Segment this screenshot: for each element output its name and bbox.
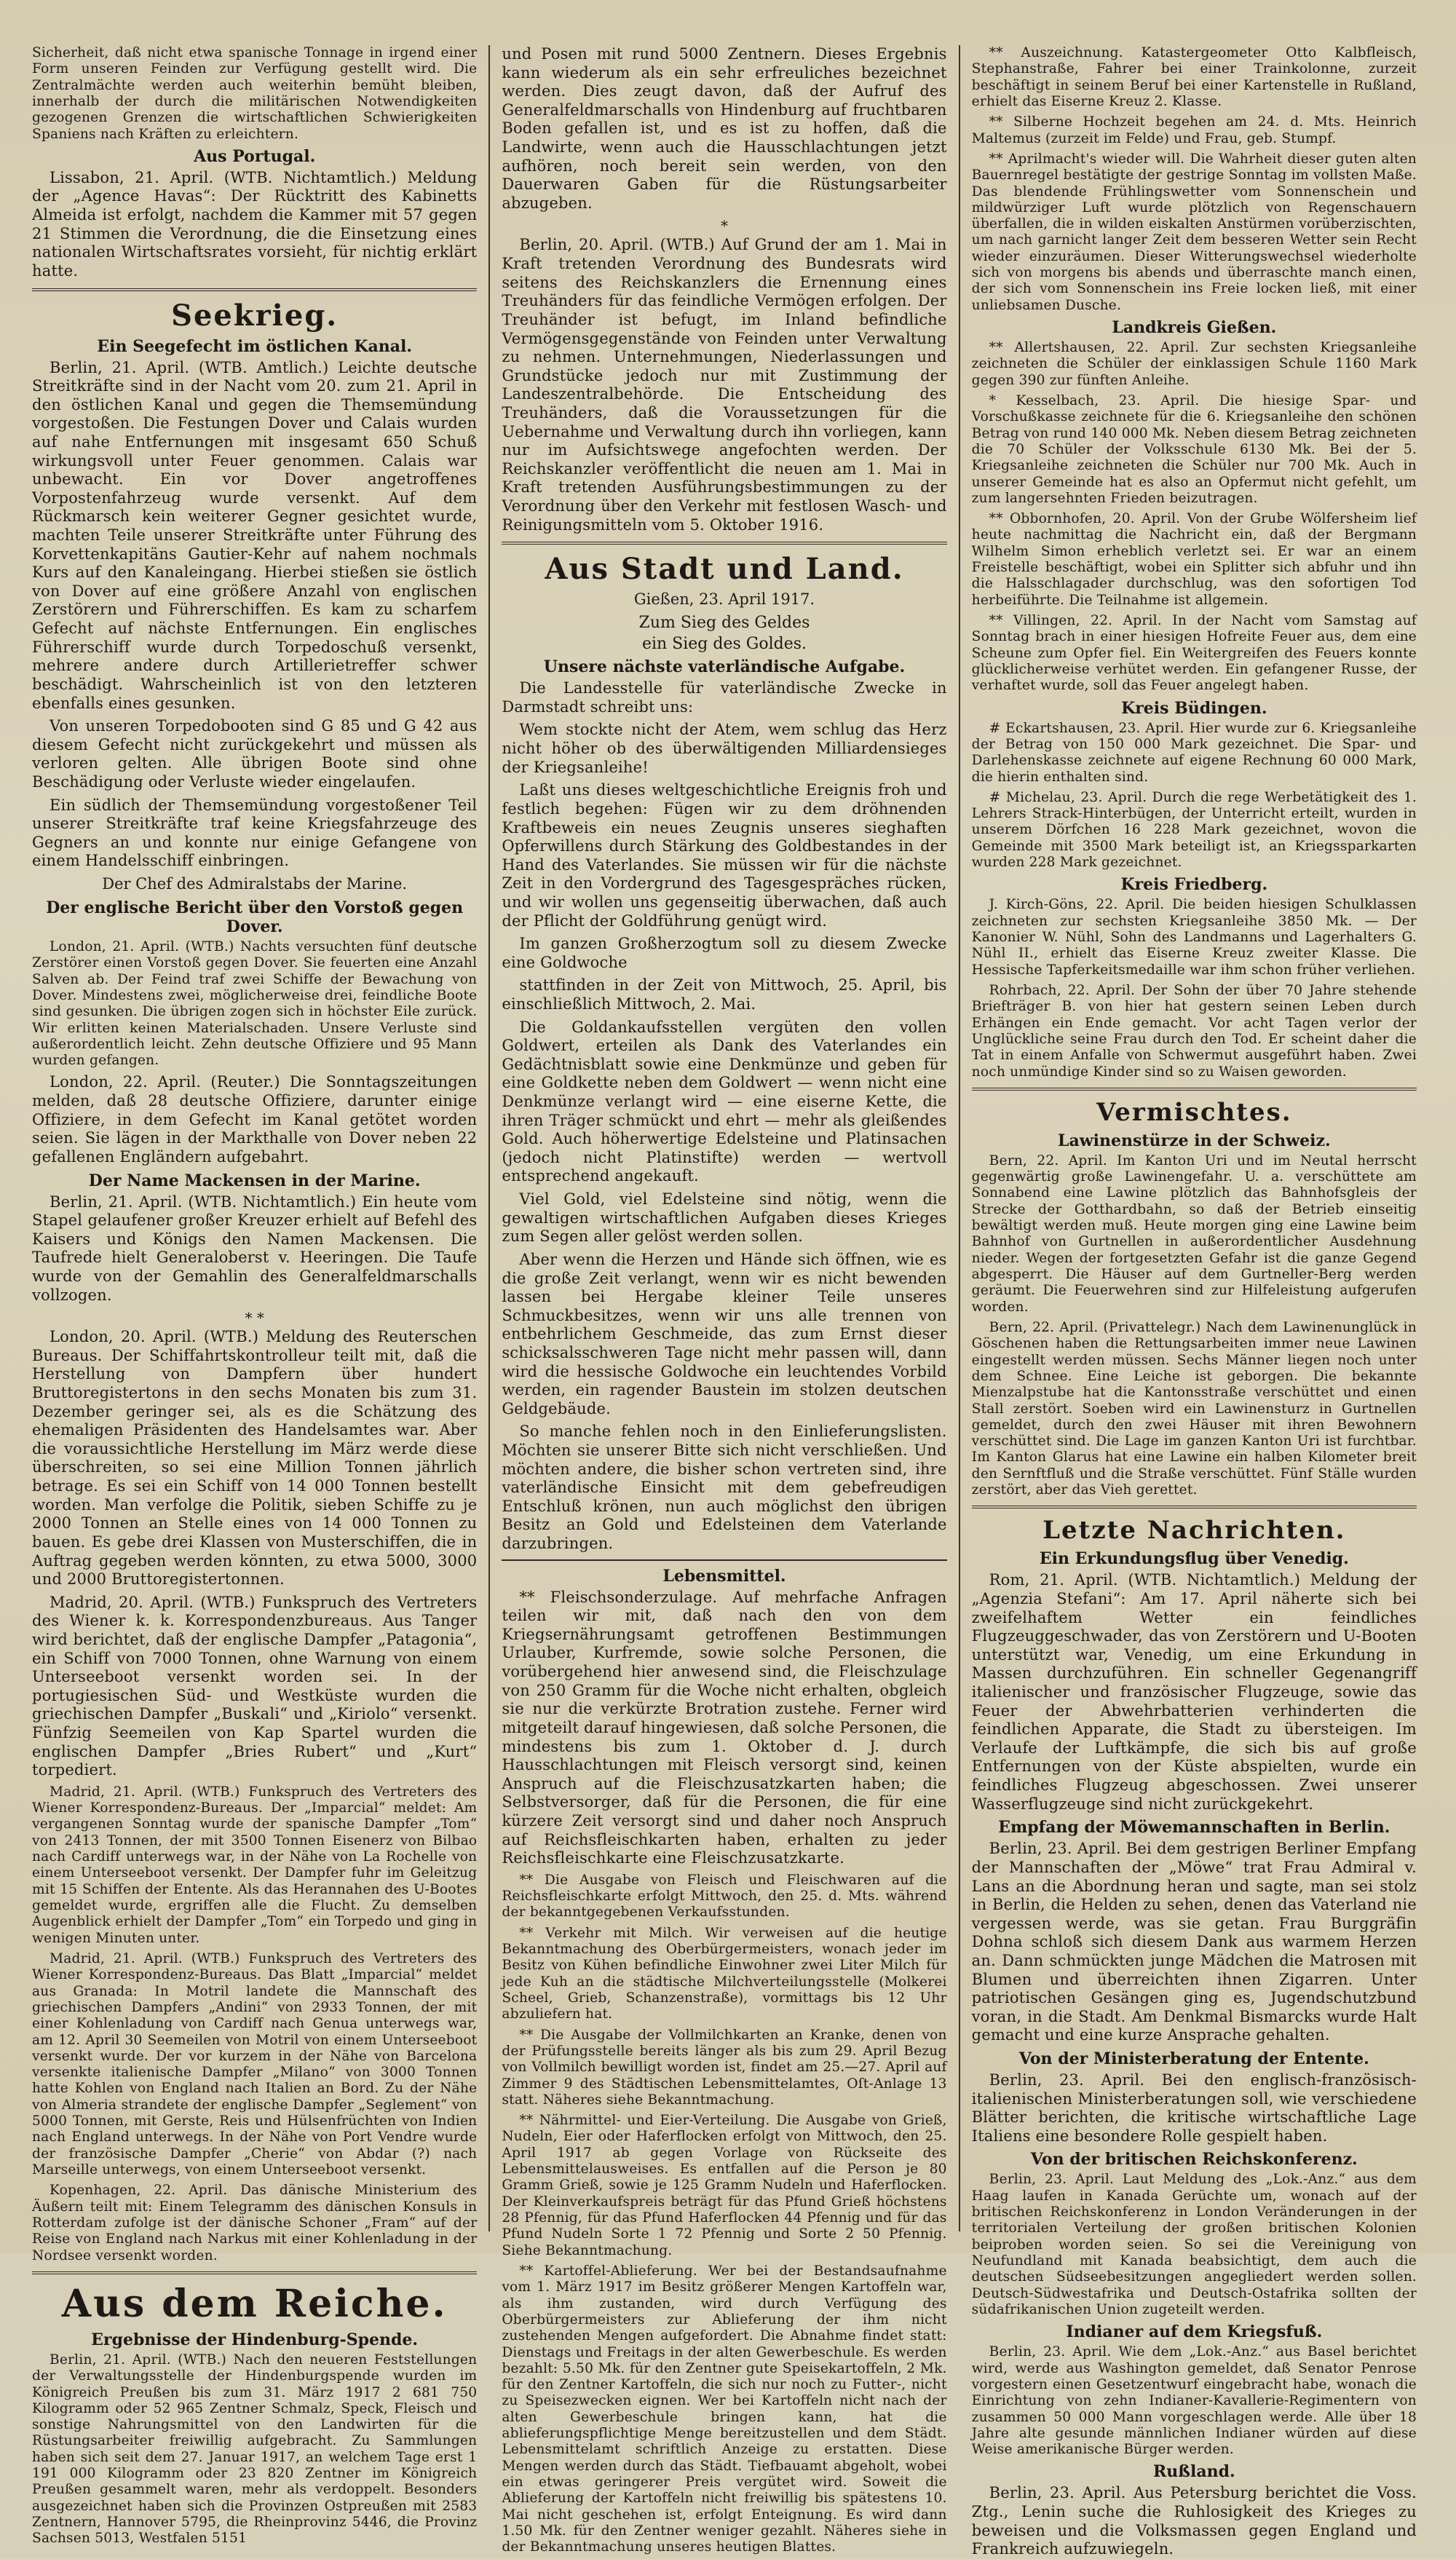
divider — [32, 288, 477, 291]
heading-letzte-nachrichten: Letzte Nachrichten. — [1042, 1516, 1346, 1546]
column-2 — [488, 45, 958, 2555]
heading-venedig: Ein Erkundungsflug über Venedig. — [1039, 1549, 1349, 1569]
column-1 — [20, 45, 488, 2547]
article-kanal-1: Berlin, 21. April. (WTB. Amtlich.) Leichte deutsche Streitkräfte sind in der Nacht vom 20. zum 21. April in den östlichen Kanal und gegen die Themsemündung vorgestoßen. Die Festungen Dover und Calais wurden auf nahe Entfernungen mit insgesamt 650 Schuß wirkungsvoll unter Feuer genommen. Calais war unbewacht. Ein vor Dover angetroffenes Vorpostenfahrzeug wurde versenkt. Auf dem Rückmarsch kein weiterer Gegner gesichtet wurde, machten Teile unserer Streitkräfte unter Führung des Korvettenkapitäns Gautier-Kehr auf nahem nochmals Kurs auf den Kanaleingang. Hierbei stießen sie östlich von Dover auf eine größere Anzahl von englischen Zerstörern und Führerschiffen. Es kam zu scharfem Gefecht auf nächste Entfernungen. Ein englisches Führerschiff wurde durch Torpedoschuß versenkt, mehrere andere durch Artillerietreffer schwer beschädigt. Wahrscheinlich ist von den letzteren ebenfalls eines gesunken. — [32, 358, 478, 712]
heading-stadt-land: Aus Stadt und Land. — [545, 552, 904, 587]
dateline: Gießen, 23. April 1917. — [633, 590, 815, 609]
article-russland: Berlin, 23. April. Aus Petersburg berichtet die Voss. Ztg., Lenin suche die Ruhlosigkeit des Krieges zu beweisen und die Volksmassen gegen England und Frankreich aufzuwiegeln. — [971, 2484, 1417, 2558]
heading-ministerberatung: Von der Ministerberatung der Entente. — [1018, 2049, 1369, 2068]
separator-star: * * — [245, 1309, 264, 1327]
article-eckartshausen: # Eckartshausen, 23. April. Hier wurde zur 6. Kriegsanleihe der Betrag von 150 000 Mark gezeichnet. Die Spar- und Darlehenskasse zeichnete auf eigene Rechnung 60 000 Mark, die hierin enthalten sind. — [971, 720, 1417, 785]
article-hochzeit: ** Silberne Hochzeit begehen am 24. d. Mts. Heinrich Maltemus (zurzeit im Felde) und Frau, geb. Stumpf. — [971, 114, 1417, 146]
article-kopenhagen: Kopenhagen, 22. April. Das dänische Ministerium des Äußern teilt mit: Einem Telegramm des dänischen Konsuls in Rotterdam zufolge ist der dänische Schoner „Fram“ auf der Reise von England nach Narkus mit einer Kohlenladung in der Nordsee versenkt worden. — [32, 2183, 478, 2263]
article-gold-9: So manche fehlen noch in den Einlieferungslisten. Möchten sie unserer Bitte sich nicht verschließen. Und möchten andere, die bisher schon vertreten sind, ihre vaterländische Einsicht mit dem gebefreudigen Entschluß krönen, nun auch möglichst den übrigen Besitz an Gold und Edelsteinen dem Vaterlande darzubringen. — [502, 1423, 947, 1553]
article-villingen: ** Villingen, 22. April. In der Nacht vom Samstag auf Sonntag brach in einer hiesigen Hofreite Feuer aus, dem eine Scheune zum Opfer fiel. Ein Weitergreifen des Feuers konnte glücklicherweise verhütet werden. Ein gefangener Russe, der verhaftet wurde, soll das Feuer angelegt haben. — [971, 613, 1417, 694]
article-moewe: Berlin, 23. April. Bei dem gestrigen Berliner Empfang der Mannschaften der „Möwe“ trat Frau Admiral v. Lans an die Abordnung heran und sagte, man sei stolz in Berlin, die Helden zu sehen, denen das Vaterland nie vergessen werde, was sie getan. Frau Burggräfin Dohna schloß sich diesem Dank aus warmem Herzen an. Dann schmückten junge Mädchen die Matrosen mit Blumen und überreichten ihnen Zigarren. Unter patriotischen Gesängen ging es, Jugendschutzbund voran, in die Stadt. Am Denkmal Bismarcks wurde Halt gemacht und eine kurze Ansprache gehalten. — [971, 1840, 1417, 2044]
heading-lawinen: Lawinenstürze in der Schweiz. — [1057, 1131, 1331, 1150]
heading-indianer: Indianer auf dem Kriegsfuß. — [1066, 2322, 1323, 2342]
separator-star: * — [720, 217, 728, 235]
article-milch: ** Verkehr mit Milch. Wir verweisen auf die heutige Bekanntmachung des Oberbürgermeisters, wonach jeder im Besitz von Kühen befindliche Einwohner zwei Liter Milch für jede Kuh an die städtische Milchverteilungsstelle (Molkerei Scheel, Grieb, Schanzenstraße), vormittags bis 12 Uhr abzuliefern hat. — [502, 1925, 947, 2022]
heading-landkreis-giessen: Landkreis Gießen. — [1112, 318, 1277, 337]
article-auszeichnung: ** Auszeichnung. Katastergeometer Otto Kalbfleisch, Stephanstraße, Fahrer bei einer Trainkolonne, zurzeit beschäftigt in seinem Beruf bei einer Kartenstelle in Rußland, erhielt das Eiserne Kreuz 2. Klasse. — [971, 45, 1417, 109]
divider — [972, 1088, 1417, 1091]
article-vollmilch: ** Die Ausgabe der Vollmilchkarten an Kranke, denen von der Prüfungsstelle bereits länger als bis zum 29. April Bezug von Vollmilch bewilligt worden ist, findet am 25.—27. April auf Zimmer 9 des Städtischen Lebensmittelamtes, Oſt-Anlage 13 statt. Näheres siehe Bekanntmachung. — [502, 2027, 947, 2108]
article-kirch-goens: J. Kirch-Göns, 22. April. Die beiden hiesigen Schulklassen zeichneten zur sechsten Kriegsanleihe 3850 Mk. — Der Kanonier W. Nühl, Sohn des Landmanns und Lagerhalters G. Nühl II., erhielt das Eiserne Kreuz zweiter Klasse. Die Hessische Tapferkeitsmedaille war ihm schon früher verliehen. — [971, 897, 1417, 978]
heading-vermischtes: Vermischtes. — [1096, 1097, 1292, 1127]
article-portugal: Lissabon, 21. April. (WTB. Nichtamtlich.) Meldung der „Agence Havas“: Der Rücktritt des Kabinetts Almeida ist erfolgt, nachdem die Kammer mit 57 gegen 21 Stimmen die Verordnung, die die Einsetzung eines nationalen Wirtschaftsrates vorsieht, für nichtig erklärt hatte. — [32, 168, 478, 280]
article-mackensen: Berlin, 21. April. (WTB. Nichtamtlich.) Ein heute vom Stapel gelaufener großer Kreuzer erhielt auf Befehl des Kaisers und Königs den Namen Mackensen. Die Taufrede hielt Generaloberst v. Heeringen. Die Taufe wurde von der Gemahlin des Generalfeldmarschalls vollzogen. — [32, 1193, 478, 1304]
article-allertshausen: ** Allertshausen, 22. April. Zur sechsten Kriegsanleihe zeichneten die Schüler der einklassigen Schule 1160 Mark gegen 390 zur fünften Anleihe. — [971, 340, 1417, 388]
article-ministerberatung: Berlin, 23. April. Bei den englisch-französisch-italienischen Ministerberatungen soll, wie verschiedene Blätter berichten, die kritische wirtschaftliche Lage Italiens eine besondere Rolle gespielt haben. — [971, 2071, 1417, 2145]
article-obbornhofen: ** Obbornhofen, 20. April. Von der Grube Wölfersheim lief heute nachmittag die Nachricht ein, daß der Bergmann Wilhelm Simon erheblich verletzt sei. Er war an einem Freistelle beschäftigt, wobei ein Splitter sich abfuhr und ihn die Halsschlagader durchschlug, was den sofortigen Tod herbeiführte. Die Teilnahme ist allgemein. — [971, 511, 1417, 608]
article-hindenburg: Berlin, 21. April. (WTB.) Nach den neueren Feststellungen der Verwaltungsstelle der Hindenburgspende wurden im Königreich Preußen bis zum 31. März 1917 2 681 750 Kilogramm oder 52 965 Zentner Schmalz, Speck, Fleisch und sonstige Nahrungsmittel von den Landwirten für die Rüstungsarbeiter freiwillig aufgebracht. Zu Sammlungen haben sich seit dem 27. Januar 1917, an welchem Tage erst 1 191 000 Kilogramm oder 23 820 Zentner im Königreich Preußen gesammelt waren, mehr als verdoppelt. Besonders ausgezeichnet haben sich die Provinzen Ostpreußen mit 2583 Zentnern, Hannover 5795, die Rheinprovinz 5446, die Provinz Sachsen 5013, Westfalen 5151 — [32, 2352, 478, 2547]
article-madrid-1: Madrid, 20. April. (WTB.) Funkspruch des Vertreters des Wiener k. k. Korrespondenzbureaus. Aus Tanger wird berichtet, daß der englische Dampfer „Patagonia“, ein Schiff von 7000 Tonnen, ohne Warnung von einem Unterseeboot versenkt worden sei. In der portugiesischen Süd- und Westküste wurden die griechischen Dampfer „Buskali“ und „Kiriolo“ versenkt. Fünfzig Seemeilen von Kap Spartel wurden die englischen Dampfer „Bries Rubert“ und „Kurt“ torpediert. — [32, 1593, 478, 1779]
divider — [502, 542, 946, 545]
article-madrid-3: Madrid, 21. April. (WTB.) Funkspruch des Vertreters des Wiener Korrespondenz-Bureaus. Das Blatt „Imparcial“ meldet aus Granada: In Motril landete die Mannschaft des griechischen Dampfers „Andini“ von 2933 Tonnen, der mit einer Kohlenladung von Cardiff nach Genua unterwegs war, am 12. April 30 Seemeilen von Motril von einem Unterseeboot versenkt wurde. Der vor kurzem in der Nähe von Barcelona versenkte italienische Dampfer „Milano“ von 3000 Tonnen hatte Kohlen von England nach Italien an Bord. Zu der Nähe von Almeria strandete der englische Dampfer „Seglement“ von 5000 Tonnen, mit Gerste, Reis und Hülsenfrüchten von Indien nach England unterwegs. In der Nähe von Port Vendre wurde der französische Dampfer „Cherie“ von Abdar (?) nach Marseille unterwegs, von einem Unterseeboot versenkt. — [32, 1950, 478, 2178]
article-gold-2: Wem stockte nicht der Atem, wem schlug das Herz nicht höher ob des überwältigenden Milliardensieges der Kriegsanleihe! — [502, 721, 947, 776]
heading-kanal: Ein Seegefecht im östlichen Kanal. — [97, 336, 412, 356]
heading-reiche: Aus dem Reiche. — [61, 2281, 448, 2326]
article-fleisch: ** Fleischsonderzulage. Auf mehrfache Anfragen teilen wir mit, daß nach den von dem Kriegsernährungsamt getroffenen Bestimmungen Urlauber, Kurfremde, sowie solche Personen, die vorübergehend hier anwesend sind, die Fleischzulage von 250 Gramm für die Woche nicht erhalten, obgleich sie nur die verkürzte Brotration zustehe. Ferner wird mitgeteilt darauf hingewiesen, daß solche Personen, die mindestens bis zum 1. Oktober d. J. durch Hausschlachtungen mit Fleisch versorgt sind, keinen Anspruch auf die Fleischzusatzkarten haben; die Selbstversorger, daß für die Personen, die für eine kürzere Zeit versorgt sind und daher noch Anspruch auf Reichsfleischkarten haben, erhalten zu jeder Reichsfleischkarte eine Fleischzusatzkarte. — [502, 1588, 947, 1867]
article-engl-2: London, 22. April. (Reuter.) Die Sonntagszeitungen melden, daß 28 deutsche Offiziere, darunter einige Offiziere, in dem Gefecht im Kanal getötet worden seien. Sie lägen in der Markthalle von Dover neben 22 gefallenen Engländern aufgebahrt. — [32, 1073, 478, 1166]
column-3 — [959, 45, 1428, 2558]
article-naehrmittel: ** Nährmittel- und Eier-Verteilung. Die Ausgabe von Grieß, Nudeln, Eier oder Haferflocken erfolgt von Mittwoch, den 25. April 1917 ab gegen Vorlage von Rückseite des Lebensmittelausweises. Es entfallen auf die Person je 80 Gramm Grieß, sowie je 125 Gramm Nudeln und Haferflocken. Der Kleinverkaufspreis beträgt für das Pfund Grieß höchstens 28 Pfennig, für das Pfund Haferflocken 44 Pfennig und für das Pfund Nudeln Sorte 1 72 Pfennig und Sorte 2 50 Pfennig. Siehe Bekanntmachung. — [502, 2113, 947, 2258]
heading-engl-bericht: Der englische Bericht über den Vorstoß gegen Dover. — [46, 898, 464, 936]
divider — [972, 1506, 1417, 1508]
heading-mackensen: Der Name Mackensen in der Marine. — [88, 1171, 421, 1190]
article-engl-1: London, 21. April. (WTB.) Nachts versuchten fünf deutsche Zerstörer einen Vorstoß gegen Dover. Sie feuerten eine Anzahl Salven ab. Der Feind traf zwei Schiffe der Bewachung von Dover. Mindestens zwei, möglicherweise drei, feindliche Boote sind gesunken. Die übrigen zogen sich in höchster Eile zurück. Wir erlitten keinen Materialschaden. Unsere Verluste sind außerordentlich leicht. Zehn deutsche Offiziere und 95 Mann wurden gefangen. — [32, 938, 478, 1069]
article-kartoffel: ** Kartoffel-Ablieferung. Wer bei der Bestandsaufnahme vom 1. März 1917 im Besitz größerer Mengen Kartoffeln war, als ihm zustanden, wird durch Verfügung des Oberbürgermeisters zur Ablieferung der ihm nicht zustehenden Mengen aufgefordert. Die Abnahme findet statt: Dienstags und Freitags in der alten Gewerbeschule. Es werden bezahlt: 5.50 Mk. für den Zentner gute Speisekartoffeln, 2 Mk. für den Zentner Kartoffeln, die sich nur noch zu Futter-, nicht zu Speisezwecken eignen. Wer bei Kartoffeln nicht nach der alten Gewerbeschule bringen kann, hat die ablieferungspflichtige Menge bereitzustellen und dem Städt. Lebensmittelamt schriftlich Anzeige zu erstatten. Diese Mengen werden durch das Städt. Tiefbauamt abgeholt, wobei ein etwas geringerer Preis vergütet wird. Soweit die Ablieferung der Kartoffeln nicht freiwillig bis spätestens 10. Mai nicht geschehen ist, erfolgt Enteignung. Es wird dann 1.50 Mk. für den Zentner weniger gezahlt. Näheres siehe in der Bekanntmachung unseres heutigen Blattes. — [502, 2263, 947, 2555]
heading-reichskonferenz: Von der britischen Reichskonferenz. — [1030, 2150, 1358, 2170]
article-ausgabe-fleisch: ** Die Ausgabe von Fleisch und Fleischwaren auf die Reichsfleischkarte erfolgt Mittwoch, den 25. d. Mts. während der bekanntgegebenen Verkaufsstunden. — [502, 1872, 947, 1921]
article-reichskonferenz: Berlin, 23. April. Laut Meldung des „Lok.-Anz.“ aus dem Haag laufen in Kanada Gerüchte um, wonach auf der britischen Reichskonferenz in London Veränderungen in der territorialen Verteilung der großen britischen Kolonien beiproben worden seien. So sei die Vereinigung von Neufundland mit Kanada beabsichtigt, dem auch die deutschen Südseebesitzungen angegliedert werden sollen. Deutsch-Südwestafrika und Deutsch-Ostafrika sollten der südafrikanischen Union zugeteilt werden. — [971, 2172, 1417, 2317]
heading-hindenburg: Ergebnisse der Hindenburg-Spende. — [91, 2330, 419, 2349]
article-gold-3: Laßt uns dieses weltgeschichtliche Ereignis froh und festlich begehen: Fügen wir zu dem dröhnenden Kraftbeweis ein neues Zeugnis unseres sieghaften Opferwillens durch Stärkung des Goldbestandes in der Hand des Vaterlandes. Sie müssen wir für die nächste Zeit in den Vordergrund des Tagesgespräches rücken, und wir wollen uns gegenseitig überwachen, daß auch der Pflicht der Goldführung genügt wird. — [502, 781, 947, 930]
article-aprilwetter: ** Aprilmacht's wieder will. Die Wahrheit dieser guten alten Bauernregel bestätigte der gestrige Sonntag im vollsten Maße. Das blendende Frühlingswetter vom Sonnenschein und mildwürziger Luft wurde plötzlich von Regenschauern überfallen, die in wilden eiskalten Anstürmen vorüberzischten, um nach garnicht langer Zeit dem besseren Wetter sein Recht wieder einzuräumen. Dieser Witterungswechsel wiederholte sich von morgens bis abends und überraschte manch einen, der sich vom Sonnenschein ins Freie locken ließ, mit einer unliebsamen Dusche. — [971, 151, 1417, 313]
article-kanal-3: Ein südlich der Themsemündung vorgestoßener Teil unserer Streitkräfte traf keine Kriegsfahrzeuge des Gegners an und konnte nur einige Gefangene von einem Handelsschiff einbringen. — [32, 796, 478, 870]
article-kesselbach: * Kesselbach, 23. April. Die hiesige Spar- und Vorschußkasse zeichnete für die 6. Kriegsanleihe den schönen Betrag von rund 140 000 Mk. Neben diesem Betrag zeichneten die 70 Schüler der Volksschule 6130 Mk. Bei der 5. Kriegsanleihe zeichneten die Schüler nur 700 Mk. Auch in unserer Gemeinde hat es also an Opfermut nicht gefehlt, um zum langersehnten Frieden beizutragen. — [971, 392, 1417, 506]
heading-gold-2: ein Sieg des Goldes. — [641, 635, 807, 654]
article-london: London, 20. April. (WTB.) Meldung des Reuterschen Bureaus. Der Schiffahrtskontrolleur teilt mit, daß die Herstellung von Dampfern über hundert Bruttoregistertons in den sechs Monaten bis zum 31. Dezember geringer sei, als es die Schätzung des ehemaligen Präsidenten des Handelsamtes war. Aber die voraussichtliche Herstellung im März werde diese überschreiten, so sei eine Million Tonnen jährlich betrage. Es sei ein Schiff von 14 000 Tonnen bestellt worden. Man verfolge die Politik, sieben Schiffe zu je 2000 Tonnen an Stelle eines von 14 000 Tonnen zu bauen. Es gebe drei Klassen von Musterschiffen, die in Auftrag gegeben werden könnten, zu etwa 5000, 3000 und 2000 Bruttoregistertonnen. — [32, 1328, 478, 1589]
article-gold-1: Die Landesstelle für vaterländische Zwecke in Darmstadt schreibt uns: — [502, 679, 947, 716]
article-gold-8: Aber wenn die Herzen und Hände sich öffnen, wie es die große Zeit verlangt, wenn wir es nicht bewenden lassen bei Hergabe kleiner Teile unseres Schmuckbesitzes, wenn wir uns alle trennen von entbehrlichem Geschmeide, das zum Ernst dieser schicksalsschweren Tage nicht mehr passen will, dann wird die hessische Goldwoche ein leuchtendes Vorbild werden, ein ragender Baustein im stolzen deutschen Geldgebäude. — [502, 1250, 947, 1417]
heading-moewe: Empfang der Möwemannschaften in Berlin. — [998, 1818, 1390, 1838]
heading-seekrieg: Seekrieg. — [171, 298, 339, 333]
article-gold-4: Im ganzen Großherzogtum soll zu diesem Zwecke eine Goldwoche — [502, 935, 947, 971]
heading-lebensmittel: Lebensmittel. — [662, 1566, 786, 1586]
heading-portugal: Aus Portugal. — [194, 146, 316, 166]
article-hindenburg-cont: und Posen mit rund 5000 Zentnern. Dieses Ergebnis kann wiederum als ein sehr erfreuliches bezeichnet werden. Dies zeugt davon, daß der Aufruf des Generalfeldmarschalls von Hindenburg auf fruchtbaren Boden gefallen ist, und es ist zu hoffen, daß die Landwirte, wenn auch die Hausschlachtungen jetzt aufhören, noch bereit sein werden, von den Dauerwaren Gaben für die Rüstungsarbeiter abzugeben. — [502, 45, 947, 212]
article-lawinen-2: Bern, 22. April. (Privattelegr.) Nach dem Lawinenunglück in Göschenen haben die Rettungsarbeiten immer neue Lawinen eingestellt werden müssen. Sechs Männer liegen noch unter dem Schnee. Eine Leiche ist geborgen. Die bekannte Mienzalpstube hat die Kantonsstraße verschüttet und einen Stall zerstört. Soeben wird ein Lawinensturz in Gurtnellen gemeldet, durch den zwei Häuser mit ihren Bewohnern verschüttet sind. Die Lage im ganzen Kanton Uri ist furchtbar. Im Kanton Glarus hat eine Lawine ein halben Kilometer breit den Sernftfluß und die Straße verschüttet. Fünf Ställe wurden zerstört, aber das Vieh gerettet. — [971, 1319, 1417, 1498]
article-michelau: # Michelau, 23. April. Durch die rege Werbetätigkeit des 1. Lehrers Strack-Hinterbügen, der Unterricht erteilt, wurden in unserem Dörfchen 16 228 Mark gezeichnet, wovon die Gemeinde mit 3500 Mark beteiligt ist, an Kriegssparkarten wurden 228 Mark gezeichnet. — [971, 789, 1417, 871]
divider — [502, 1559, 946, 1561]
heading-kreis-friedberg: Kreis Friedberg. — [1120, 875, 1268, 895]
top-fragment: Sicherheit, daß nicht etwa spanische Tonnage in irgend einer Form unseren Feinden zur Verfügung gestellt wird. Die Zentralmächte werden auch weiterhin bemüht bleiben, innerhalb der durch die militärischen Notwendigkeiten gezogenen Grenzen die wirtschaftlichen Schwierigkeiten Spaniens nach Kräften zu erleichtern. — [32, 45, 478, 142]
divider — [32, 2271, 477, 2274]
article-gold-5: stattfinden in der Zeit von Mittwoch, 25. April, bis einschließlich Mittwoch, 2. Mai. — [502, 976, 947, 1013]
heading-russland: Rußland. — [1152, 2462, 1235, 2482]
article-indianer: Berlin, 23. April. Wie dem „Lok.-Anz.“ aus Basel berichtet wird, werde aus Washington gemeldet, daß Senator Penrose vorgestern einen Gesetzentwurf eingebracht habe, wonach die Einrichtung von zehn Indianer-Kavallerie-Regimentern von zusammen 50 000 Mann vorgeschlagen werde. Alle über 18 Jahre alte gesunde männlichen Indianer würden auf diese Weise amerikanische Bürger werden. — [971, 2344, 1417, 2458]
article-gold-7: Viel Gold, viel Edelsteine sind nötig, wenn die gewaltigen wirtschaftlichen Aufgaben dieses Krieges zum Segen aller gelöst werden sollen. — [502, 1190, 947, 1246]
signature-admiral: Der Chef des Admiralstabs der Marine. — [102, 874, 408, 893]
heading-kreis-buedingen: Kreis Büdingen. — [1121, 698, 1267, 718]
article-venedig: Rom, 21. April. (WTB. Nichtamtlich.) Meldung der „Agenzia Stefani“: Am 17. April näherte sich bei zweifelhaftem Wetter ein feindliches Flugzeuggeschwader, das von Zerstörern und U-Booten unterstützt war, Venedig, um eine Erkundung in Massen durchzuführen. Ein schneller Gegenangriff italienischer und französischer Flugzeuge, sowie das Feuer der Abwehrbatterien verhinderten die feindlichen Apparate, die Stadt zu übersteigen. Im Verlaufe der Luftkämpfe, die sich bis auf große Entfernungen von der Küste abspielten, wurde ein feindliches Flugzeug abgeschossen. Zwei unserer Wasserflugzeuge sind nicht zurückgekehrt. — [971, 1571, 1417, 1813]
article-gold-6: Die Goldankaufsstellen vergüten den vollen Goldwert, erteilen als Dank des Vaterlandes ein Gedächtnisblatt sowie eine Denkmünze und geben für eine Goldkette neben dem Goldwert — wenn nicht eine Denkmünze verlangt wird — eine eiserne Kette, die ihren Träger schmückt und ehrt — mehr als gleißendes Gold. Auch höherwertige Edelsteine und Platinsachen (jedoch nicht Platinstifte) werden — wertvoll entsprechend angekauft. — [502, 1018, 947, 1185]
article-kanal-2: Von unseren Torpedobooten sind G 85 und G 42 aus diesem Gefecht nicht zurückgekehrt und müssen als verloren gelten. Alle übrigen Boote sind ohne Beschädigung oder Verluste wieder eingelaufen. — [32, 717, 478, 791]
heading-gold-3: Unsere nächste vaterländische Aufgabe. — [543, 657, 906, 677]
article-treuhaender: Berlin, 20. April. (WTB.) Auf Grund der am 1. Mai in Kraft tretenden Verordnung des Bundesrats wird seitens des Reichskanzlers die Ernennung eines Treuhänders für das feindliche Vermögen erfolgen. Der Treuhänder ist befugt, im Inland befindliche Vermögensgegenstände von Feinden unter Verwaltung zu nehmen. Unternehmungen, Niederlassungen und Grundstücke jedoch nur mit Zustimmung der Landeszentralbehörde. Die Entscheidung des Treuhänders, daß die Voraussetzungen für die Uebernahme und Verwaltung durch ihn vorliegen, kann nur im Aufsichtswege angefochten werden. Der Reichskanzler veröffentlicht die neuen am 1. Mai in Kraft tretenden Ausführungsbestimmungen zu der Verordnung über den Verkehr mit festlosen Wasch- und Reinigungsmitteln vom 5. Oktober 1916. — [502, 236, 947, 534]
article-lawinen-1: Bern, 22. April. Im Kanton Uri und im Neutal herrscht gegenwärtig große Lawinengefahr. U. a. verschüttete am Sonnabend eine Lawine plötzlich das Bahnhofsgleis der Strecke der Gotthardbahn, so daß der Betrieb einseitig bewältigt werden muß. Heute morgen ging eine Lawine beim Bahnhof von Gurtnellen in außerordentlicher Ausdehnung nieder. Wegen der fortgesetzten Gefahr ist die ganze Gegend abgesperrt. Die Häuser auf dem Gurtneller-Berg werden geräumt. Die Feuerwehren sind zur Hilfeleistung aufgerufen worden. — [971, 1152, 1417, 1315]
article-madrid-2: Madrid, 21. April. (WTB.) Funkspruch des Vertreters des Wiener Korrespondenz-Bureaus. Der „Imparcial“ meldet: Am vergangenen Sonntag wurde der spanische Dampfer „Tom“ von 2413 Tonnen, der mit 3500 Tonnen Eisenerz von Bilbao nach Cardiff unterwegs war, in der Nähe von La Rochelle von einem Unterseeboot versenkt. Der Dampfer fuhr im Geleitzug mit 15 Schiffen der Entente. Als das Herannahen des U-Bootes gemeldet wurde, ergriffen alle die Flucht. Zu demselben Augenblick erhielt der Dampfer „Tom“ ein Torpedo und ging in wenigen Minuten unter. — [32, 1784, 478, 1946]
article-rohrbach: Rohrbach, 22. April. Der Sohn der über 70 Jahre stehende Briefträger B. von hier hat gestern seinen Leben durch Erhängen ein Ende gemacht. Vor acht Tagen verlor der Unglückliche seine Frau durch den Tod. Er scheint daher die Tat in einem Anfalle von Schwermut ausgeführt haben. Zwei noch unmündige Kinder sind so zu Waisen geworden. — [971, 982, 1417, 1080]
heading-gold-1: Zum Sieg des Geldes — [638, 614, 810, 633]
